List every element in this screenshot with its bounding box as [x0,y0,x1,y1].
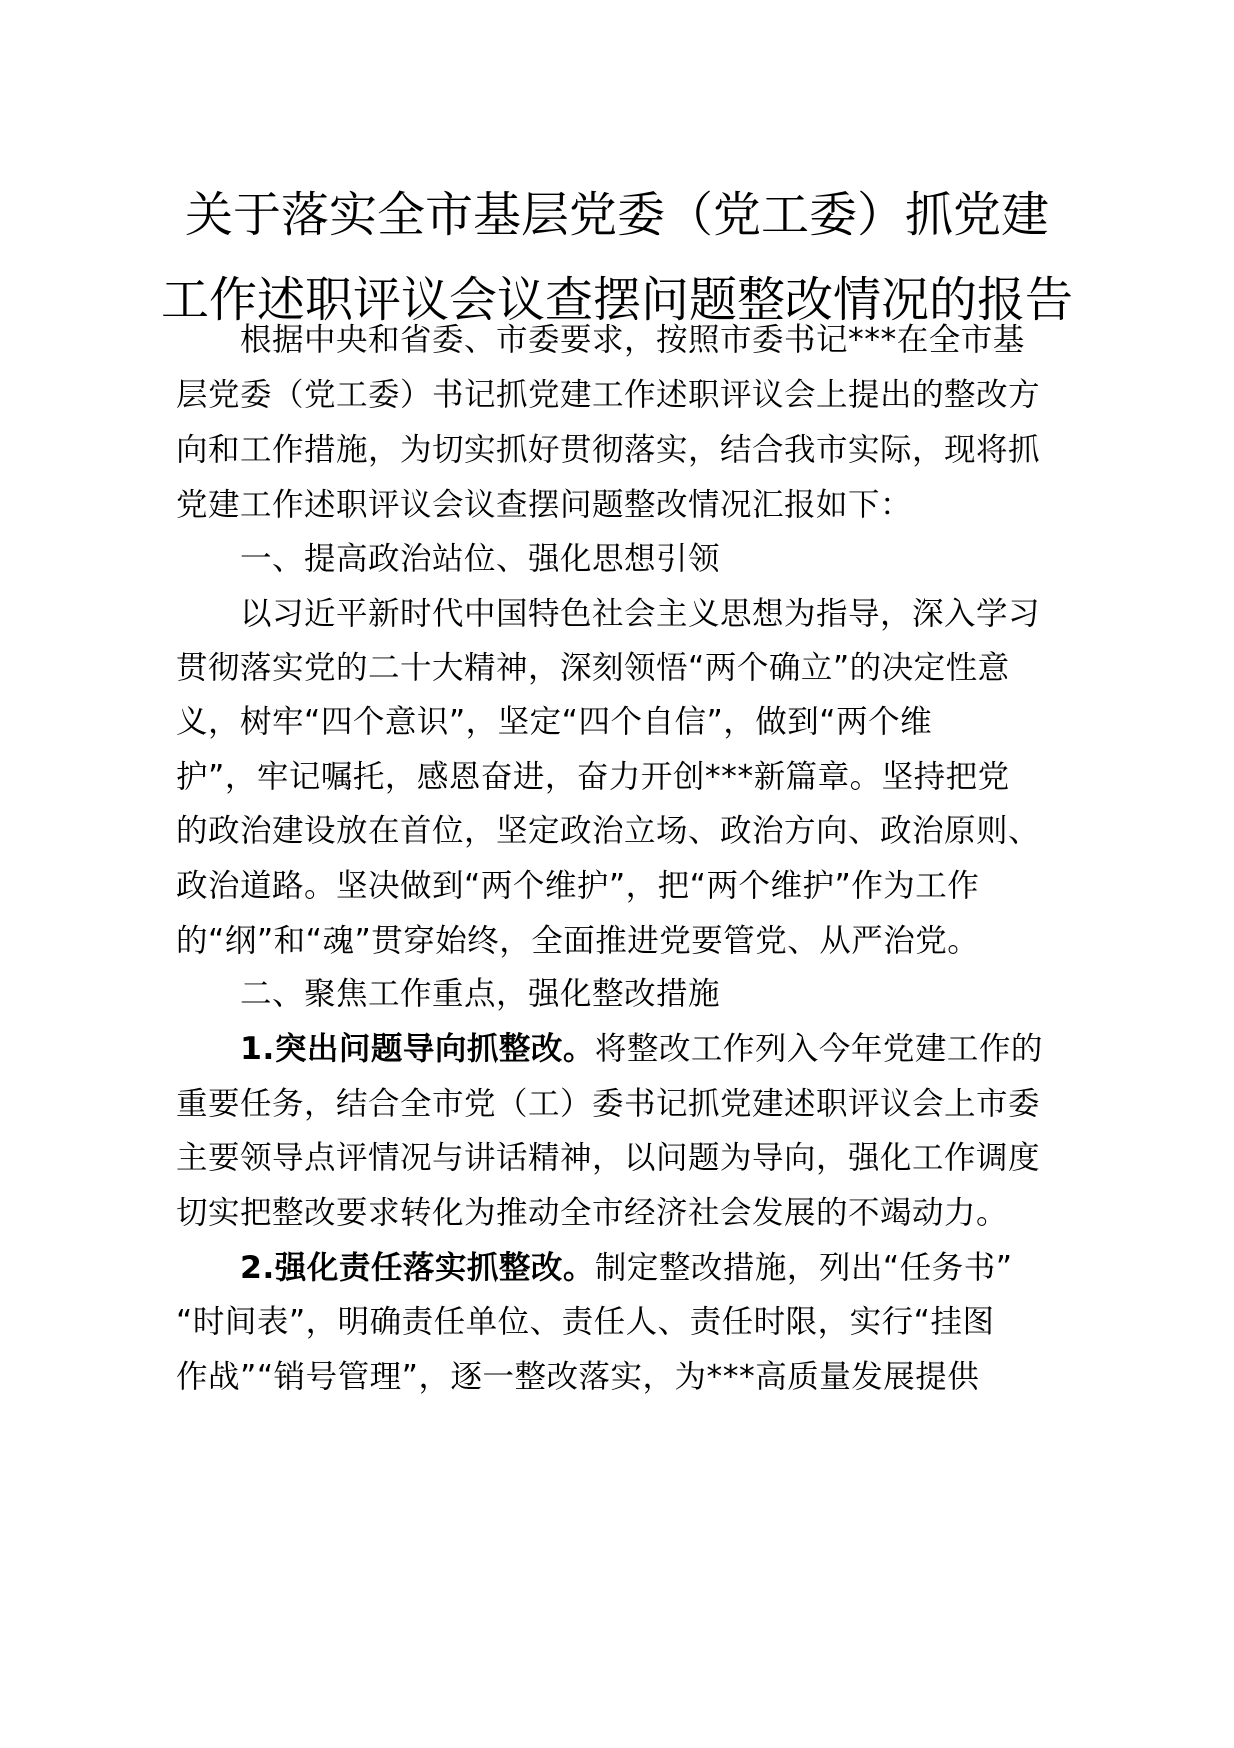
paragraph-3-line-4: 切实把整改要求转化为推动全市经济社会发展的不竭动力。 [176,1195,1009,1231]
paragraph-3-line-1 [240,1019,1096,1079]
paragraph-1-line-1: 根据中央和省委、市委要求，按照市委书记***在全市基 [240,322,1025,358]
document-title-line-1: 关于落实全市基层党委（党工委）抓党建 [184,187,1049,243]
paragraph-1-line-3: 向和工作措施，为切实抓好贯彻落实，结合我市实际，现将抓 [176,432,1041,468]
paragraph-2-line-6: 政治道路。坚决做到“两个维护”，把“两个维护”作为工作 [176,868,980,904]
section-heading-1: 一、提高政治站位、强化思想引领 [240,541,721,577]
paragraph-2-line-4: 护”，牢记嘱托，感恩奋进，奋力开创***新篇章。坚持把党 [176,759,1010,795]
paragraph-2-line-3: 义，树牢“四个意识”，坚定“四个自信”，做到“两个维 [176,704,933,740]
paragraph-4-line-2: “时间表”，明确责任单位、责任人、责任时限，实行“挂图 [176,1304,995,1340]
paragraph-4-line-1-text: 制定整改措施，列出“任务书” [594,1250,1013,1286]
paragraph-3-line-3: 主要领导点评情况与讲话精神，以问题为导向，强化工作调度 [176,1140,1041,1176]
paragraph-3-bold-lead: 1.突出问题导向抓整改。 [240,1031,595,1067]
paragraph-1-line-4: 党建工作述职评议会议查摆问题整改情况汇报如下： [176,487,913,523]
paragraph-2-line-7: 的“纲”和“魂”贯穿始终，全面推进党要管党、从严治党。 [176,923,980,959]
paragraph-2-line-2: 贯彻落实党的二十大精神，深刻领悟“两个确立”的决定性意 [176,650,1010,686]
paragraph-3-line-1-text: 将整改工作列入今年党建工作的 [594,1031,1043,1067]
paragraph-2-line-1: 以习近平新时代中国特色社会主义思想为指导，深入学习 [240,596,1041,632]
document-title-line-2: 工作述职评议会议查摆问题整改情况的报告 [160,272,1073,328]
paragraph-2-line-5: 的政治建设放在首位，坚定政治立场、政治方向、政治原则、 [176,813,1041,849]
paragraph-4-line-3: 作战”“销号管理”，逐一整改落实，为***高质量发展提供 [176,1359,980,1395]
paragraph-3-line-2: 重要任务，结合全市党（工）委书记抓党建述职评议会上市委 [176,1086,1041,1122]
section-heading-2: 二、聚焦工作重点，强化整改措施 [240,976,721,1012]
paragraph-1-line-2: 层党委（党工委）书记抓党建工作述职评议会上提出的整改方 [176,377,1041,413]
paragraph-4-bold-lead: 2.强化责任落实抓整改。 [240,1250,595,1286]
paragraph-4-line-1 [240,1238,1096,1298]
